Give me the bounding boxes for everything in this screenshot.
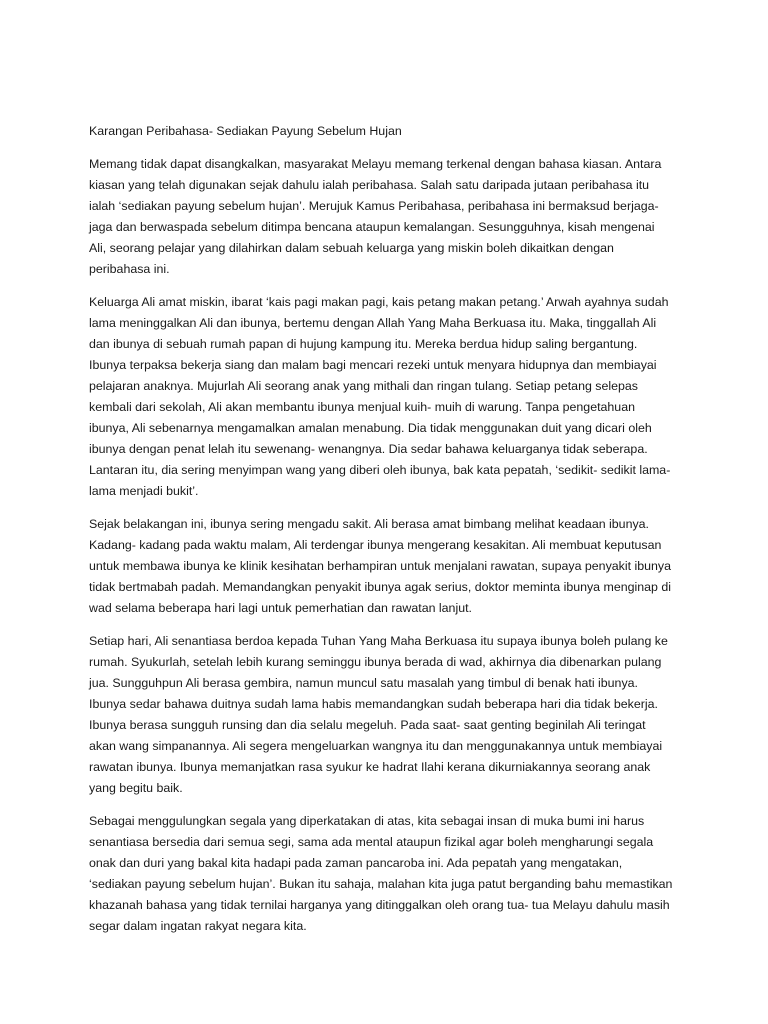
document-page xyxy=(89,121,674,949)
paragraph-savings-used: Setiap hari, Ali senantiasa berdoa kepada Tuhan Yang Maha Berkuasa itu supaya ibunya boleh pulang ke rumah. Syukurlah, setelah lebih kurang seminggu ibunya berada di wad, akhirnya dia dibenarkan pulang jua. Sungguhpun Ali berasa gembira, namun muncul satu masalah yang timbul di benak hati ibunya. Ibunya sedar bahawa duitnya sudah lama habis memandangkan sudah beberapa hari dia tidak bekerja. Ibunya berasa sungguh runsing dan dia selalu megeluh. Pada saat- saat genting beginilah Ali teringat akan wang simpanannya. Ali segera mengeluarkan wangnya itu dan menggunakannya untuk membiayai rawatan ibunya. Ibunya memanjatkan rasa syukur ke hadrat Ilahi kerana dikurniakannya seorang anak yang begitu baik. xyxy=(89,634,668,795)
paragraph-conclusion: Sebagai menggulungkan segala yang diperkatakan di atas, kita sebagai insan di muka bumi ini harus senantiasa bersedia dari semua segi, sama ada mental ataupun fizikal agar boleh mengharungi segala onak dan duri yang bakal kita hadapi pada zaman pancaroba ini. Ada pepatah yang mengatakan, ‘sediakan payung sebelum hujan’. Bukan itu sahaja, malahan kita juga patut berganding bahu memastikan khazanah bahasa yang tidak ternilai harganya yang ditinggalkan oleh orang tua- tua Melayu dahulu masih segar dalam ingatan rakyat negara kita. xyxy=(89,814,673,933)
paragraph-introduction: Memang tidak dapat disangkalkan, masyarakat Melayu memang terkenal dengan bahasa kiasan. Antara kiasan yang telah digunakan sejak dahulu ialah peribahasa. Salah satu daripada jutaan peribahasa itu ialah ‘sediakan payung sebelum hujan’. Merujuk Kamus Peribahasa, peribahasa ini bermaksud berjaga-jaga dan berwaspada sebelum ditimpa bencana ataupun kemalangan. Sesungguhnya, kisah mengenai Ali, seorang pelajar yang dilahirkan dalam sebuah keluarga yang miskin boleh dikaitkan dengan peribahasa ini. xyxy=(89,157,662,276)
document-title: Karangan Peribahasa- Sediakan Payung Sebelum Hujan xyxy=(89,124,402,138)
paragraph-mother-illness: Sejak belakangan ini, ibunya sering mengadu sakit. Ali berasa amat bimbang melihat keadaan ibunya. Kadang- kadang pada waktu malam, Ali terdengar ibunya mengerang kesakitan. Ali membuat keputusan untuk membawa ibunya ke klinik kesihatan berhampiran untuk menjalani rawatan, supaya penyakit ibunya tidak bertmabah padah. Memandangkan penyakit ibunya agak serius, doktor meminta ibunya menginap di wad selama beberapa hari lagi untuk pemerhatian dan rawatan lanjut. xyxy=(89,517,672,615)
paragraph-family-background: Keluarga Ali amat miskin, ibarat ‘kais pagi makan pagi, kais petang makan petang.’ Arwah ayahnya sudah lama meninggalkan Ali dan ibunya, bertemu dengan Allah Yang Maha Berkuasa itu. Maka, tinggallah Ali dan ibunya di sebuah rumah papan di hujung kampung itu. Mereka berdua hidup saling bergantung. Ibunya terpaksa bekerja siang dan malam bagi mencari rezeki untuk menyara hidupnya dan membiayai pelajaran anaknya. Mujurlah Ali seorang anak yang mithali dan ringan tulang. Setiap petang selepas kembali dari sekolah, Ali akan membantu ibunya menjual kuih- muih di warung. Tanpa pengetahuan ibunya, Ali sebenarnya mengamalkan amalan menabung. Dia tidak menggunakan duit yang dicari oleh ibunya dengan penat lelah itu sewenang- wenangnya. Dia sedar bahawa keluarganya tidak seberapa. Lantaran itu, dia sering menyimpan wang yang diberi oleh ibunya, bak kata pepatah, ‘sedikit- sedikit lama- lama menjadi bukit’. xyxy=(89,295,671,498)
